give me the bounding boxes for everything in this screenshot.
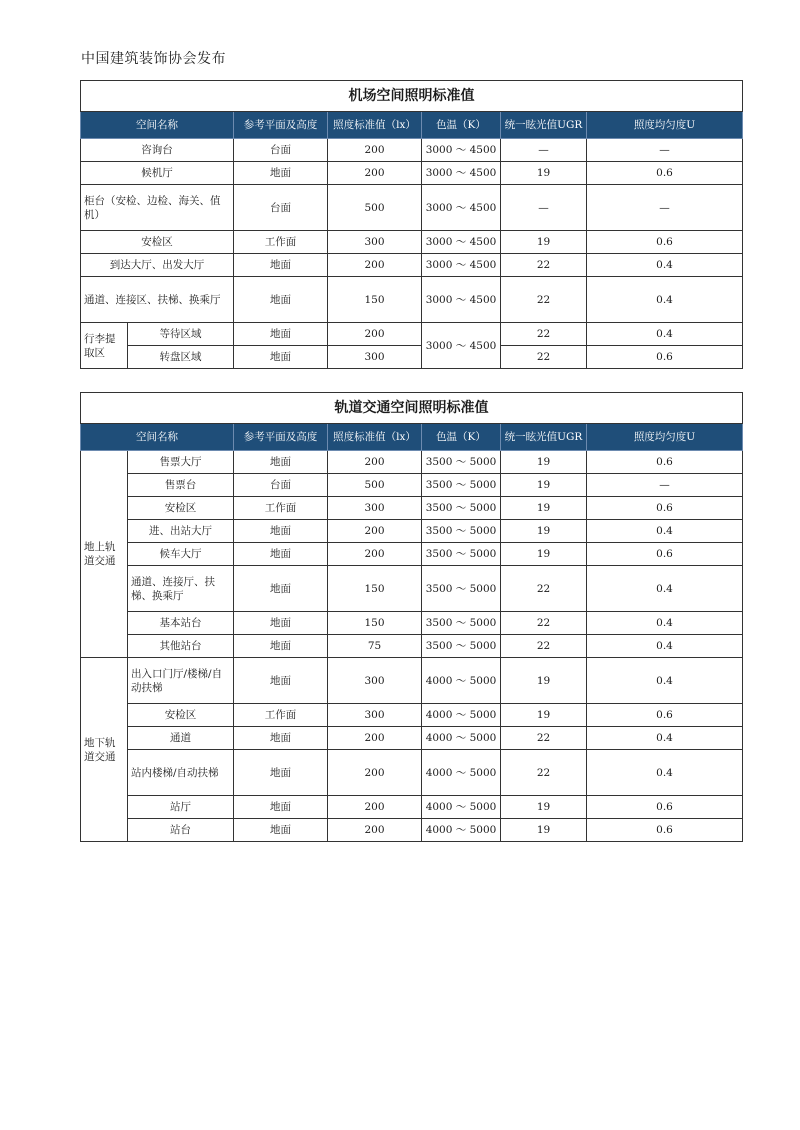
ugr-cell: 22: [501, 635, 587, 658]
header-uniformity: 照度均匀度U: [587, 112, 743, 139]
reference-plane-cell: 地面: [234, 635, 328, 658]
illuminance-cell: 200: [328, 254, 422, 277]
color-temperature-cell: 4000 ～ 5000: [422, 796, 501, 819]
ugr-cell: 19: [501, 497, 587, 520]
illuminance-cell: 200: [328, 796, 422, 819]
ugr-cell: 19: [501, 474, 587, 497]
uniformity-cell: 0.6: [587, 796, 743, 819]
reference-plane-cell: 地面: [234, 658, 328, 704]
header-uniformity: 照度均匀度U: [587, 424, 743, 451]
table-row: [81, 727, 743, 750]
color-temperature-cell: 3000 ～ 4500: [422, 185, 501, 231]
ugr-cell: 22: [501, 750, 587, 796]
reference-plane-cell: 工作面: [234, 497, 328, 520]
header-illuminance: 照度标准值（lx）: [328, 424, 422, 451]
rail-table-title: 轨道交通空间照明标准值: [81, 393, 743, 424]
uniformity-cell: 0.6: [587, 819, 743, 842]
color-temperature-cell: 3500 ～ 5000: [422, 451, 501, 474]
illuminance-cell: 300: [328, 346, 422, 369]
ugr-cell: 19: [501, 658, 587, 704]
space-name-cell: 候车大厅: [128, 543, 234, 566]
reference-plane-cell: 工作面: [234, 231, 328, 254]
space-name-cell: 咨询台: [81, 139, 234, 162]
ugr-cell: 19: [501, 704, 587, 727]
table-row: [81, 658, 743, 704]
reference-plane-cell: 地面: [234, 566, 328, 612]
color-temperature-cell: 4000 ～ 5000: [422, 727, 501, 750]
space-name-cell: 售票台: [128, 474, 234, 497]
color-temperature-cell: 3000 ～ 4500: [422, 139, 501, 162]
table-row: [81, 346, 743, 369]
ugr-cell: —: [501, 185, 587, 231]
ugr-cell: 19: [501, 796, 587, 819]
space-name-cell: 到达大厅、出发大厅: [81, 254, 234, 277]
space-name-cell: 转盘区域: [128, 346, 234, 369]
ugr-cell: 19: [501, 819, 587, 842]
uniformity-cell: 0.4: [587, 635, 743, 658]
color-temperature-cell: 3000 ～ 4500: [422, 323, 501, 369]
ugr-cell: 22: [501, 566, 587, 612]
color-temperature-cell: 3000 ～ 4500: [422, 254, 501, 277]
space-name-cell: 售票大厅: [128, 451, 234, 474]
illuminance-cell: 200: [328, 750, 422, 796]
color-temperature-cell: 3000 ～ 4500: [422, 277, 501, 323]
table-row: [81, 704, 743, 727]
ugr-cell: 22: [501, 277, 587, 323]
header-illuminance: 照度标准值（lx）: [328, 112, 422, 139]
uniformity-cell: 0.6: [587, 346, 743, 369]
reference-plane-cell: 地面: [234, 323, 328, 346]
illuminance-cell: 500: [328, 474, 422, 497]
illuminance-cell: 300: [328, 658, 422, 704]
reference-plane-cell: 台面: [234, 139, 328, 162]
uniformity-cell: 0.4: [587, 750, 743, 796]
uniformity-cell: 0.4: [587, 727, 743, 750]
uniformity-cell: 0.4: [587, 566, 743, 612]
space-name-cell: 站台: [128, 819, 234, 842]
table-row: [81, 796, 743, 819]
reference-plane-cell: 地面: [234, 750, 328, 796]
uniformity-cell: 0.6: [587, 704, 743, 727]
header-space-name: 空间名称: [81, 112, 234, 139]
reference-plane-cell: 地面: [234, 162, 328, 185]
space-group-cell: 地上轨道交通: [81, 451, 128, 658]
color-temperature-cell: 4000 ～ 5000: [422, 750, 501, 796]
reference-plane-cell: 台面: [234, 474, 328, 497]
uniformity-cell: 0.4: [587, 612, 743, 635]
illuminance-cell: 150: [328, 612, 422, 635]
illuminance-cell: 150: [328, 566, 422, 612]
uniformity-cell: 0.4: [587, 520, 743, 543]
ugr-cell: —: [501, 139, 587, 162]
reference-plane-cell: 地面: [234, 451, 328, 474]
reference-plane-cell: 地面: [234, 254, 328, 277]
table-row: [81, 612, 743, 635]
illuminance-cell: 200: [328, 162, 422, 185]
ugr-cell: 19: [501, 451, 587, 474]
color-temperature-cell: 3500 ～ 5000: [422, 635, 501, 658]
table-row: [81, 254, 743, 277]
uniformity-cell: —: [587, 185, 743, 231]
space-name-cell: 站厅: [128, 796, 234, 819]
table-row: [81, 185, 743, 231]
header-ugr: 统一眩光值UGR: [501, 112, 587, 139]
space-name-cell: 其他站台: [128, 635, 234, 658]
color-temperature-cell: 3500 ～ 5000: [422, 474, 501, 497]
space-name-cell: 基本站台: [128, 612, 234, 635]
reference-plane-cell: 工作面: [234, 704, 328, 727]
reference-plane-cell: 地面: [234, 543, 328, 566]
uniformity-cell: —: [587, 474, 743, 497]
reference-plane-cell: 地面: [234, 520, 328, 543]
header-color-temperature: 色温（K）: [422, 112, 501, 139]
uniformity-cell: 0.4: [587, 277, 743, 323]
ugr-cell: 22: [501, 612, 587, 635]
illuminance-cell: 200: [328, 520, 422, 543]
uniformity-cell: 0.6: [587, 231, 743, 254]
table-row: [81, 231, 743, 254]
uniformity-cell: —: [587, 139, 743, 162]
illuminance-cell: 200: [328, 819, 422, 842]
space-name-cell: 等待区域: [128, 323, 234, 346]
header-ugr: 统一眩光值UGR: [501, 424, 587, 451]
illuminance-cell: 150: [328, 277, 422, 323]
space-name-cell: 站内楼梯/自动扶梯: [128, 750, 234, 796]
space-group-cell: 行李提取区: [81, 323, 128, 369]
ugr-cell: 19: [501, 231, 587, 254]
ugr-cell: 22: [501, 323, 587, 346]
uniformity-cell: 0.4: [587, 323, 743, 346]
ugr-cell: 22: [501, 346, 587, 369]
header-space-name: 空间名称: [81, 424, 234, 451]
table-row: [81, 162, 743, 185]
color-temperature-cell: 4000 ～ 5000: [422, 819, 501, 842]
space-name-cell: 出入口门厅/楼梯/自动扶梯: [128, 658, 234, 704]
illuminance-cell: 200: [328, 139, 422, 162]
uniformity-cell: 0.4: [587, 658, 743, 704]
uniformity-cell: 0.6: [587, 451, 743, 474]
table-row: [81, 139, 743, 162]
uniformity-cell: 0.4: [587, 254, 743, 277]
illuminance-cell: 300: [328, 497, 422, 520]
reference-plane-cell: 台面: [234, 185, 328, 231]
illuminance-cell: 200: [328, 727, 422, 750]
table-row: [81, 474, 743, 497]
illuminance-cell: 75: [328, 635, 422, 658]
color-temperature-cell: 4000 ～ 5000: [422, 658, 501, 704]
illuminance-cell: 200: [328, 451, 422, 474]
space-name-cell: 进、出站大厅: [128, 520, 234, 543]
ugr-cell: 19: [501, 162, 587, 185]
table-row: [81, 520, 743, 543]
ugr-cell: 22: [501, 254, 587, 277]
space-name-cell: 柜台（安检、边检、海关、值机）: [81, 185, 234, 231]
illuminance-cell: 200: [328, 543, 422, 566]
color-temperature-cell: 3500 ～ 5000: [422, 566, 501, 612]
uniformity-cell: 0.6: [587, 497, 743, 520]
uniformity-cell: 0.6: [587, 543, 743, 566]
ugr-cell: 19: [501, 543, 587, 566]
table-row: [81, 451, 743, 474]
color-temperature-cell: 3000 ～ 4500: [422, 231, 501, 254]
header-reference-plane: 参考平面及高度: [234, 424, 328, 451]
space-name-cell: 通道、连接厅、扶梯、换乘厅: [128, 566, 234, 612]
illuminance-cell: 300: [328, 231, 422, 254]
illuminance-cell: 300: [328, 704, 422, 727]
reference-plane-cell: 地面: [234, 727, 328, 750]
ugr-cell: 19: [501, 520, 587, 543]
illuminance-cell: 500: [328, 185, 422, 231]
airport-table-title: 机场空间照明标准值: [81, 81, 743, 112]
table-row: [81, 497, 743, 520]
table-row: [81, 543, 743, 566]
space-group-cell: 地下轨道交通: [81, 658, 128, 842]
table-row: [81, 635, 743, 658]
color-temperature-cell: 3500 ～ 5000: [422, 543, 501, 566]
space-name-cell: 安检区: [128, 497, 234, 520]
reference-plane-cell: 地面: [234, 819, 328, 842]
table-row: [81, 750, 743, 796]
space-name-cell: 通道、连接区、扶梯、换乘厅: [81, 277, 234, 323]
reference-plane-cell: 地面: [234, 796, 328, 819]
reference-plane-cell: 地面: [234, 346, 328, 369]
table-row: [81, 323, 743, 346]
color-temperature-cell: 3500 ～ 5000: [422, 612, 501, 635]
table-row: [81, 819, 743, 842]
reference-plane-cell: 地面: [234, 277, 328, 323]
reference-plane-cell: 地面: [234, 612, 328, 635]
illuminance-cell: 200: [328, 323, 422, 346]
space-name-cell: 候机厅: [81, 162, 234, 185]
color-temperature-cell: 3500 ～ 5000: [422, 497, 501, 520]
uniformity-cell: 0.6: [587, 162, 743, 185]
color-temperature-cell: 3500 ～ 5000: [422, 520, 501, 543]
color-temperature-cell: 4000 ～ 5000: [422, 704, 501, 727]
header-reference-plane: 参考平面及高度: [234, 112, 328, 139]
header-color-temperature: 色温（K）: [422, 424, 501, 451]
color-temperature-cell: 3000 ～ 4500: [422, 162, 501, 185]
space-name-cell: 安检区: [128, 704, 234, 727]
airport-lighting-table: [80, 80, 743, 369]
space-name-cell: 安检区: [81, 231, 234, 254]
table-row: [81, 566, 743, 612]
table-row: [81, 277, 743, 323]
ugr-cell: 22: [501, 727, 587, 750]
space-name-cell: 通道: [128, 727, 234, 750]
rail-lighting-table: [80, 392, 743, 842]
publisher-line: 中国建筑装饰协会发布: [81, 51, 226, 67]
